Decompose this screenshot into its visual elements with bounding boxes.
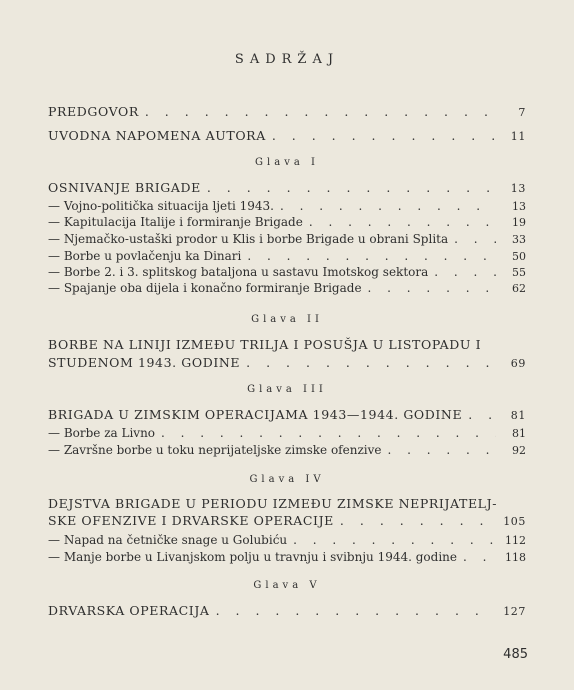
leader-dots bbox=[246, 355, 496, 370]
leader-dots bbox=[463, 550, 496, 564]
toc-entry-label: — Vojno-politička situacija ljeti 1943. bbox=[48, 199, 274, 213]
leader-dots bbox=[309, 215, 496, 229]
toc-entry-label: PREDGOVOR bbox=[48, 104, 139, 119]
toc-entry-predgovor bbox=[48, 104, 526, 119]
leader-dots bbox=[145, 104, 496, 119]
toc-entry-page: 55 bbox=[512, 266, 526, 279]
chapter-heading: Glava V bbox=[253, 580, 321, 591]
toc-section bbox=[48, 550, 526, 564]
toc-chapter-title bbox=[48, 603, 526, 618]
chapter-heading: Glava I bbox=[255, 157, 319, 168]
toc-entry-page: 81 bbox=[510, 409, 526, 422]
toc-entry-label: — Borbe 2. i 3. splitskog bataljona u sastavu Imotskog sektora bbox=[48, 265, 429, 279]
leader-dots bbox=[216, 603, 496, 618]
toc-entry-uvodna-napomena bbox=[48, 128, 526, 143]
toc-entry-label: — Napad na četničke snage u Golubiću bbox=[48, 533, 288, 547]
toc-entry-label: — Spajanje oba dijela i konačno formiranje Brigade bbox=[48, 281, 362, 295]
chapter-heading: Glava IV bbox=[249, 474, 325, 485]
page-number: 485 bbox=[503, 647, 528, 662]
leader-dots bbox=[161, 426, 496, 440]
toc-chapter-title-line: BORBE NA LINIJI IZMEĐU TRILJA I POSUŠJA U LISTOPADU I bbox=[48, 337, 482, 352]
toc-chapter-title bbox=[48, 355, 526, 370]
toc-entry-page: 127 bbox=[503, 605, 526, 618]
leader-dots bbox=[387, 443, 496, 457]
leader-dots bbox=[207, 180, 496, 195]
toc-entry-page: 33 bbox=[512, 233, 526, 246]
toc-chapter-title bbox=[48, 180, 526, 195]
toc-entry-page: 11 bbox=[510, 130, 526, 143]
toc-entry-page: 81 bbox=[512, 427, 526, 440]
toc-section bbox=[48, 443, 526, 457]
toc-section bbox=[48, 533, 526, 547]
toc-entry-label: — Njemačko-ustaški prodor u Klis i borbe Brigade u obrani Splita bbox=[48, 232, 449, 246]
toc-entry-page: 50 bbox=[512, 250, 526, 263]
toc-entry-label: — Završne borbe u toku neprijateljske zimske ofenzive bbox=[48, 443, 382, 457]
leader-dots bbox=[454, 232, 496, 246]
leader-dots bbox=[468, 407, 496, 422]
toc-entry-page: 13 bbox=[510, 182, 526, 195]
toc-section bbox=[48, 232, 526, 246]
toc-entry-page: 13 bbox=[512, 200, 526, 213]
toc-section bbox=[48, 249, 526, 263]
leader-dots bbox=[434, 265, 496, 279]
toc-entry-label: — Kapitulacija Italije i formiranje Brigade bbox=[48, 215, 303, 229]
toc-entry-label: — Manje borbe u Livanjskom polju u travnju i svibnju 1944. godine bbox=[48, 550, 458, 564]
toc-entry-page: 105 bbox=[503, 515, 526, 528]
leader-dots bbox=[293, 533, 496, 547]
leader-dots bbox=[280, 199, 496, 213]
toc-entry-page: 7 bbox=[518, 106, 526, 119]
toc-entry-label: OSNIVANJE BRIGADE bbox=[48, 180, 201, 195]
toc-section bbox=[48, 199, 526, 213]
toc-section bbox=[48, 281, 526, 295]
toc-entry-label: BRIGADA U ZIMSKIM OPERACIJAMA 1943—1944. GODINE bbox=[48, 407, 463, 422]
toc-chapter-title-line: DEJSTVA BRIGADE U PERIODU IZMEĐU ZIMSKE NEPRIJATELJ- bbox=[48, 496, 498, 511]
page-title: SADRŽAJ bbox=[234, 52, 340, 67]
toc-entry-label: STUDENOM 1943. GODINE bbox=[48, 355, 241, 370]
toc-entry-page: 62 bbox=[512, 282, 526, 295]
toc-section bbox=[48, 215, 526, 229]
chapter-heading: Glava III bbox=[247, 384, 327, 395]
toc-entry-label: — Borbe za Livno bbox=[48, 426, 156, 440]
toc-entry-page: 19 bbox=[512, 216, 526, 229]
toc-entry-page: 112 bbox=[505, 534, 526, 547]
toc-entry-label: DRVARSKA OPERACIJA bbox=[48, 603, 210, 618]
leader-dots bbox=[272, 128, 496, 143]
toc-entry-page: 118 bbox=[505, 551, 526, 564]
leader-dots bbox=[340, 513, 496, 528]
toc-entry-page: 69 bbox=[510, 357, 526, 370]
toc-entry-label: — Borbe u povlačenju ka Dinari bbox=[48, 249, 242, 263]
toc-section bbox=[48, 265, 526, 279]
toc-section bbox=[48, 426, 526, 440]
toc-entry-label: SKE OFENZIVE I DRVARSKE OPERACIJE bbox=[48, 513, 334, 528]
leader-dots bbox=[368, 281, 496, 295]
chapter-heading: Glava II bbox=[251, 314, 323, 325]
toc-entry-label: UVODNA NAPOMENA AUTORA bbox=[48, 128, 266, 143]
toc-chapter-title bbox=[48, 407, 526, 422]
leader-dots bbox=[247, 249, 496, 263]
toc-chapter-title bbox=[48, 513, 526, 528]
toc-entry-page: 92 bbox=[512, 444, 526, 457]
